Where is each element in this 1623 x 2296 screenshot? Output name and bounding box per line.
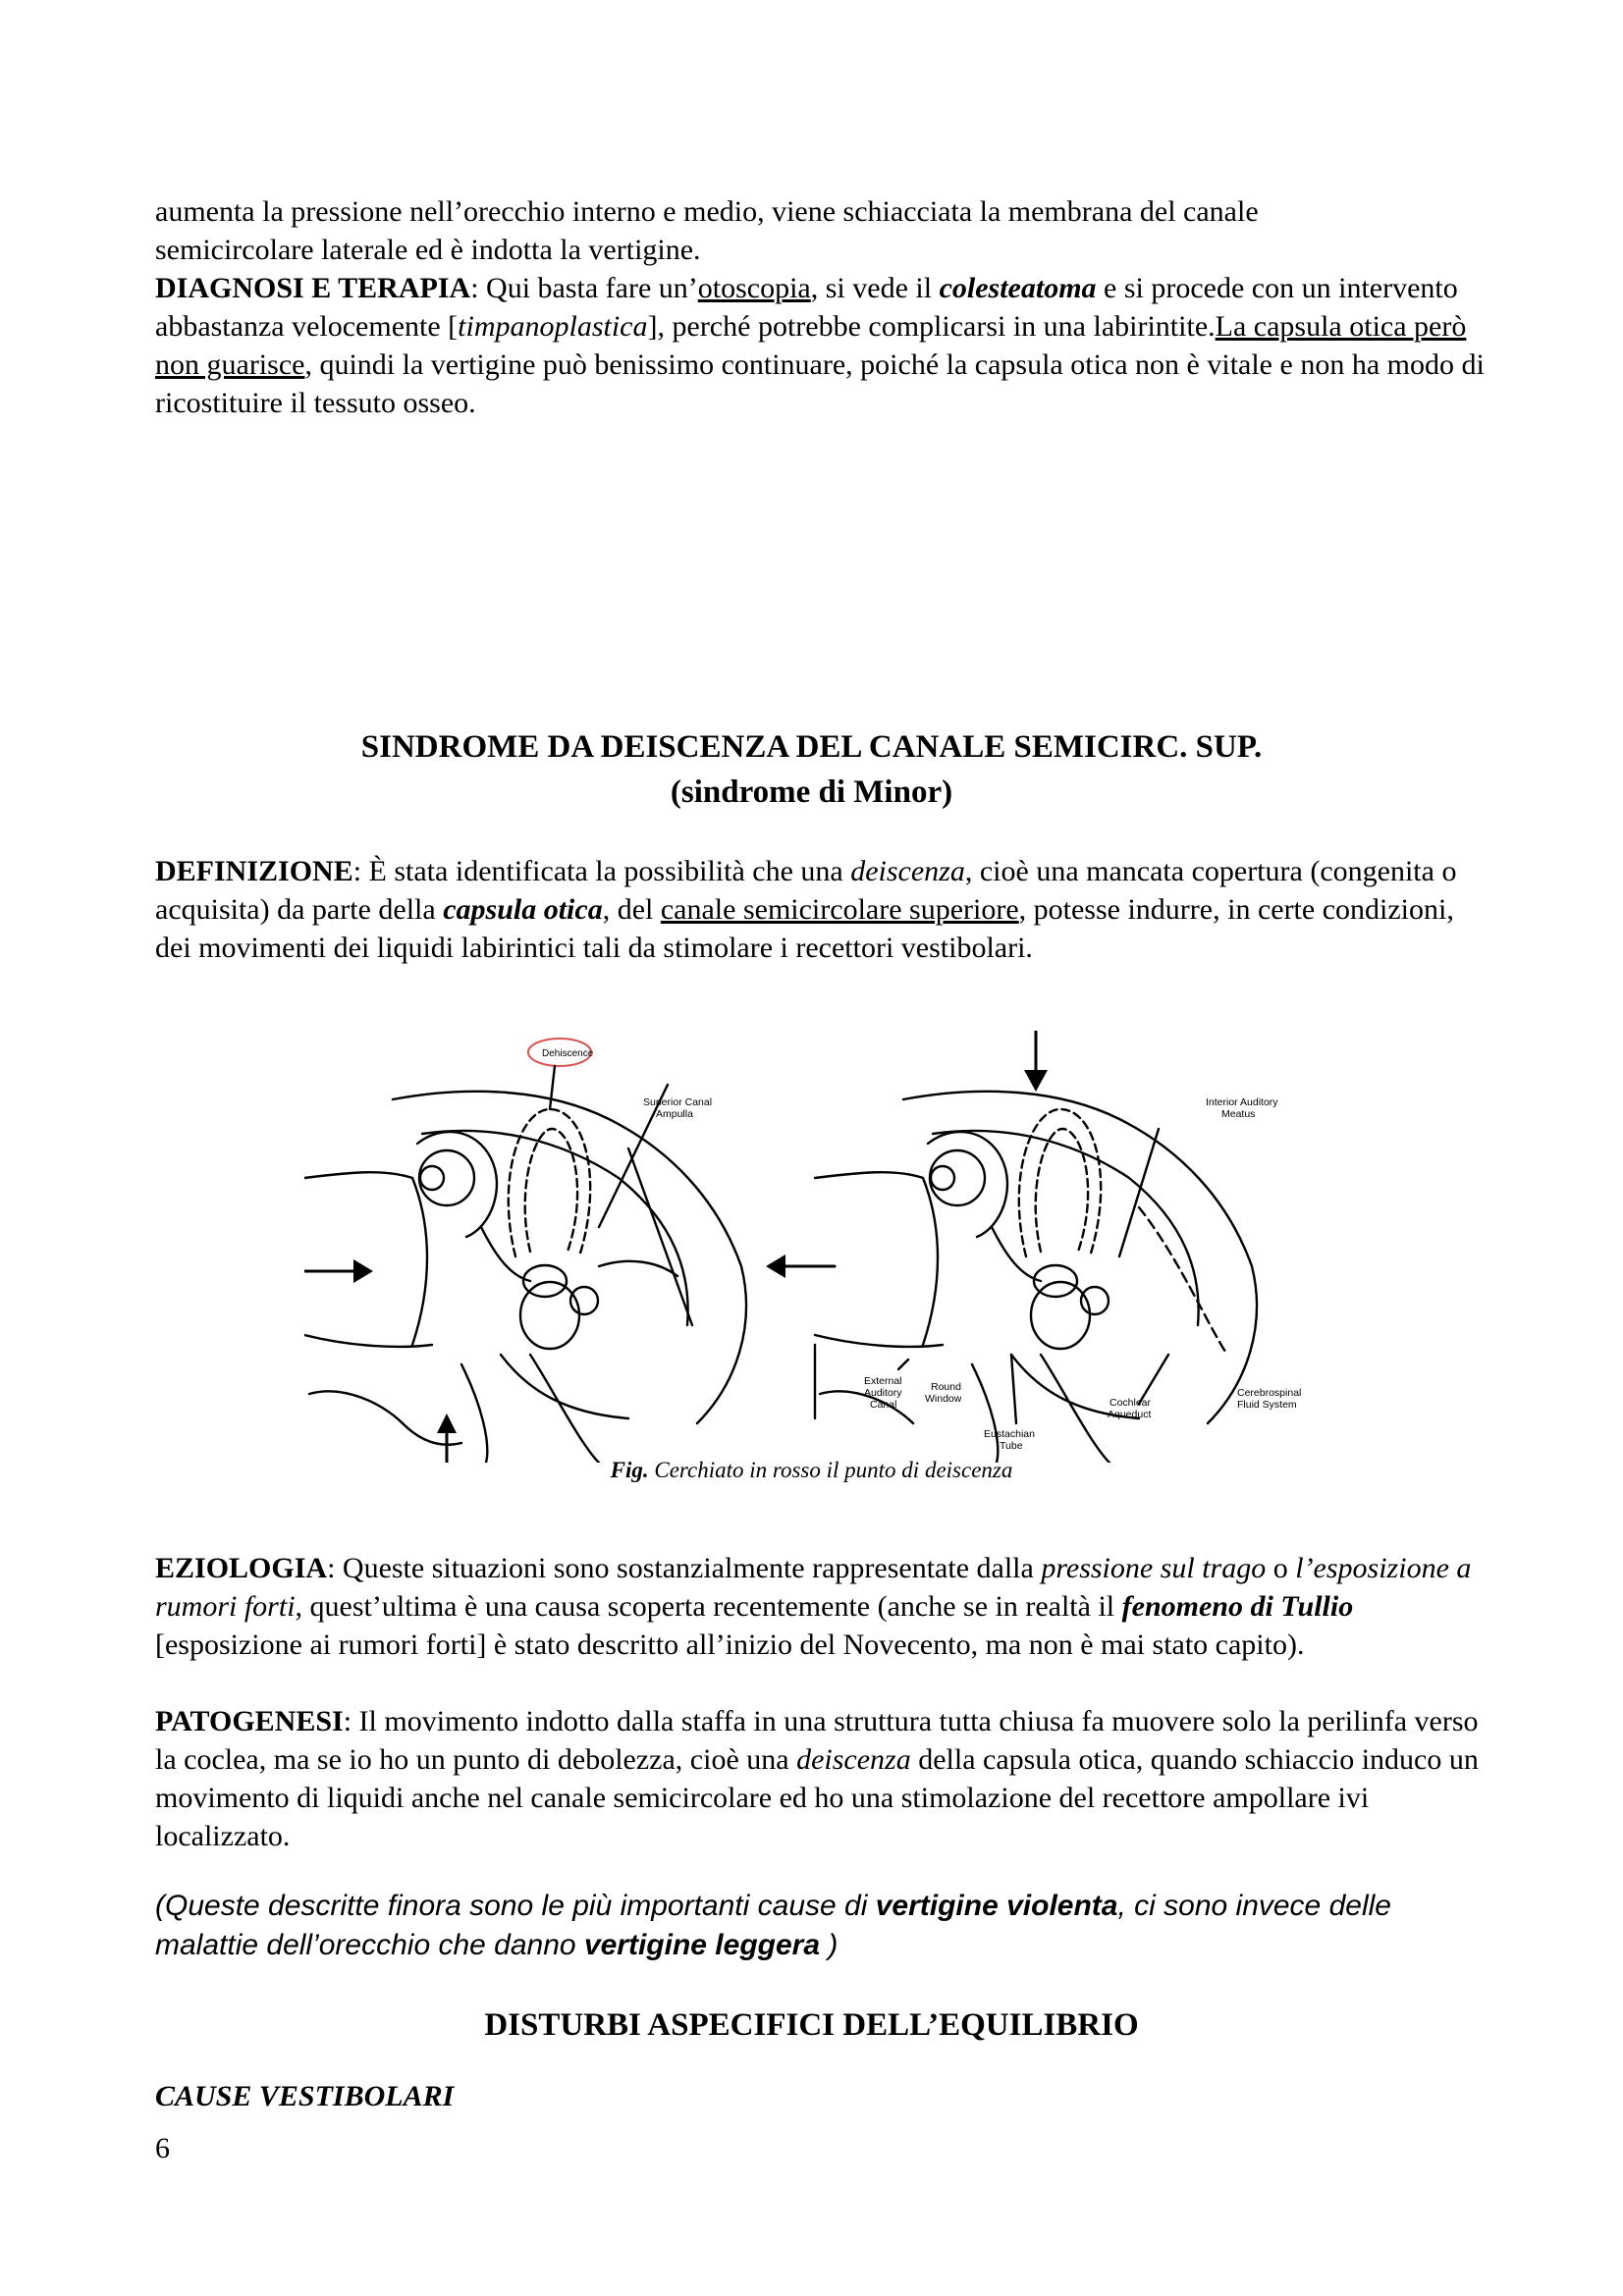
section-title-deiscenza	[0, 724, 1623, 815]
definizione-text: , cioè una mancata copertura (congenita o acquisita) da parte della	[155, 855, 1457, 926]
eziologia-label: EZIOLOGIA	[155, 1552, 328, 1584]
label-external-canal-2: Auditory	[864, 1387, 902, 1399]
eziologia-text: , quest’ultima è una causa scoperta recentemente (anche se in realtà il	[295, 1590, 1122, 1623]
eziologia-text: : Queste situazioni sono sostanzialmente rappresentate dalla	[327, 1552, 1042, 1584]
definizione-text: , del	[602, 893, 661, 926]
diagnosi-text: : Qui basta fare un’	[470, 272, 698, 304]
diagnosi-text: , quindi la vertigine può benissimo continuare, poiché la capsula otica non è vitale e non ha modo di ricostituire il tessuto osseo.	[155, 348, 1485, 419]
vertigine-leggera-term: vertigine leggera	[583, 1929, 821, 1961]
right-ossicle-head	[930, 1150, 985, 1205]
tullio-term: fenomeno di Tullio	[1121, 1590, 1354, 1623]
label-superior-canal-2: Ampulla	[656, 1108, 693, 1120]
intro-paragraph	[155, 192, 1490, 269]
label-csf-1: Cerebrospinal	[1237, 1387, 1302, 1399]
intro-line-a: aumenta la pressione nell’orecchio interno e medio, viene schiacciata la membrana del canale	[155, 195, 1259, 228]
label-internal-meatus-2: Meatus	[1221, 1108, 1256, 1120]
label-round-window-2: Window	[925, 1393, 962, 1405]
definizione-paragraph	[155, 852, 1490, 967]
canale-superiore-term: canale semicircolare superiore	[660, 893, 1019, 926]
eziologia-text: [esposizione ai rumori forti] è stato descritto all’inizio del Novecento, ma non è mai stato capito).	[155, 1629, 1305, 1661]
vertigine-violenta-term: vertigine violenta	[875, 1890, 1118, 1922]
label-internal-meatus-1: Interior Auditory	[1206, 1096, 1278, 1108]
left-ossicle-head	[419, 1150, 474, 1205]
label-csf-2: Fluid System	[1237, 1399, 1297, 1411]
label-dehiscence: Dehiscence	[542, 1048, 594, 1059]
note-paragraph	[155, 1887, 1490, 1965]
rumori-forti-term: l’esposizione a rumori forti	[155, 1552, 1472, 1623]
patogenesi-text: della capsula otica, quando schiaccio induco un movimento di liquidi anche nel canale semicircolare ed ho una stimolazione del recettore ampollare ivi localizzato.	[155, 1743, 1479, 1852]
ear-diagram-figure	[304, 1031, 1325, 1463]
capsula-otica-term: capsula otica	[443, 893, 603, 926]
patogenesi-label: PATOGENESI	[155, 1705, 344, 1737]
capsula-note: La capsula otica però non guarisce	[155, 310, 1467, 381]
otoscopia-term: otoscopia	[697, 272, 811, 304]
deiscenza-term: deiscenza	[850, 855, 965, 887]
deiscenza-term-2: deiscenza	[796, 1743, 911, 1776]
cause-vestibolari-subtitle: CAUSE VESTIBOLARI	[155, 2080, 455, 2112]
diagnosi-text: , si vede il	[810, 272, 940, 304]
figure-caption	[0, 1458, 1623, 1483]
pressione-trago-term: pressione sul trago	[1041, 1552, 1267, 1584]
label-external-canal-1: External	[864, 1375, 902, 1387]
label-eustachian-1: Eustachian	[984, 1428, 1035, 1440]
label-round-window-1: Round	[931, 1381, 961, 1393]
label-eustachian-2: Tube	[1000, 1440, 1023, 1452]
diagnosi-text: ], perché potrebbe complicarsi in una labirintite.	[647, 310, 1216, 343]
patogenesi-text: : Il movimento indotto dalla staffa in una struttura tutta chiusa fa muovere solo la perilinfa verso la coclea, ma se io ho un punto di debolezza, cioè una	[155, 1705, 1479, 1776]
diagnosi-text: e si procede con un intervento abbastanza velocemente [	[155, 272, 1458, 343]
diagnosi-paragraph	[155, 269, 1490, 422]
label-external-canal-3: Canal	[870, 1399, 897, 1411]
diagnosi-label: DIAGNOSI E TERAPIA	[155, 272, 471, 304]
caption-fig-label: Fig.	[610, 1458, 649, 1482]
label-cochlear-1: Cochlear	[1109, 1397, 1152, 1409]
eziologia-paragraph	[155, 1549, 1490, 1664]
timpanoplastica-term: timpanoplastica	[458, 310, 648, 343]
caption-text: Cerchiato in rosso il punto di deiscenza	[648, 1458, 1013, 1482]
left-canal-tube	[412, 1178, 427, 1345]
note-text: (Queste descritte finora sono le più importanti cause di	[155, 1890, 876, 1922]
label-cochlear-2: Aqueduct	[1108, 1409, 1152, 1420]
definizione-text: : È stata identificata la possibilità che una	[352, 855, 851, 887]
eziologia-text: o	[1266, 1552, 1296, 1584]
definizione-label: DEFINIZIONE	[155, 855, 353, 887]
colesteatoma-term: colesteatoma	[939, 272, 1097, 304]
definizione-text: , potesse indurre, in certe condizioni, dei movimenti dei liquidi labirintici tali da stimolare i recettori vestibolari.	[155, 893, 1454, 964]
left-canal-outer	[304, 1172, 412, 1178]
right-skull-outline	[903, 1092, 1257, 1423]
label-superior-canal-1: Superior Canal	[643, 1096, 713, 1108]
note-text: , ci sono invece delle malattie dell’orecchio che danno	[155, 1890, 1391, 1961]
left-skull-outline	[393, 1092, 746, 1423]
note-text: )	[820, 1929, 839, 1961]
patogenesi-paragraph	[155, 1702, 1490, 1855]
section-title-line1: SINDROME DA DEISCENZA DEL CANALE SEMICIRC. SUP.	[360, 729, 1263, 765]
intro-line-b: semicircolare laterale ed è indotta la vertigine.	[155, 234, 701, 266]
section-title-disturbi: DISTURBI ASPECIFICI DELL’EQUILIBRIO	[484, 2007, 1139, 2043]
ear-diagram	[304, 1031, 1325, 1463]
page-number: 6	[155, 2132, 170, 2164]
section-title-line2: (sindrome di Minor)	[670, 774, 953, 810]
